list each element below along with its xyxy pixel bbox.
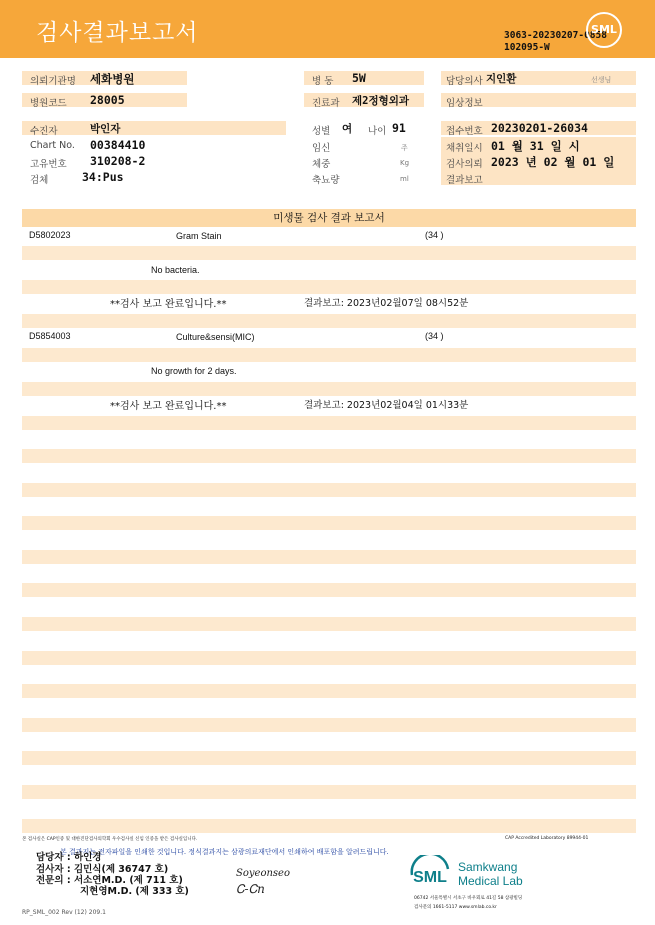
test-name: Gram Stain [176, 231, 222, 241]
hospital-value: 세화병원 [90, 72, 135, 86]
urine-unit: ml [400, 175, 409, 183]
report-stripe-row [22, 617, 636, 631]
hospital-code-value: 28005 [90, 93, 125, 107]
lab-name-line2: Medical Lab [458, 874, 523, 888]
report-stripe-row [22, 449, 636, 463]
report-stripe-row [22, 280, 636, 294]
in-charge: 담당자 : 하인경 [36, 852, 102, 863]
test-code: D5854003 [29, 331, 71, 341]
cap-note: CAP Accredited Laboratory 89944-01 [505, 836, 589, 841]
ward-label: 병 동 [312, 76, 334, 87]
info-band [22, 121, 286, 135]
report-stripe-row [22, 785, 636, 799]
lab-name-line1: Samkwang [458, 860, 518, 874]
test-result: No growth for 2 days. [151, 366, 237, 376]
specialist-2: 지현영M.D. (제 333 호) [80, 886, 189, 897]
test-report-time: 결과보고: 2023년02월07일 08시52분 [304, 298, 469, 309]
document-number-line2: 102095-W [504, 42, 550, 53]
specimen-label: 검체 [30, 175, 49, 186]
chart-no-value: 00384410 [90, 138, 146, 152]
report-stripe-row [22, 684, 636, 698]
report-stripe-row [22, 583, 636, 597]
clinical-info-label: 임상정보 [446, 98, 483, 109]
lab-address: 06742 서울특별시 서초구 바우뫼로 41길 58 삼광빌딩 [414, 896, 523, 901]
unique-id-value: 310208-2 [90, 154, 146, 168]
print-note: 본 결과지는 전자파일을 인쇄한 것입니다. 정식결과지는 삼광의료재단에서 인쇄하여 배포함을 알려드립니다. [60, 848, 389, 856]
weight-unit: Kg [400, 159, 410, 167]
age-value: 91 [392, 121, 406, 135]
pregnancy-unit: 주 [401, 144, 408, 152]
hospital-code-label: 병원코드 [30, 98, 67, 109]
sex-value: 여 [342, 123, 353, 135]
report-stripe-row [22, 314, 636, 328]
chart-no-label: Chart No. [30, 140, 75, 151]
sml-logo-icon [408, 855, 452, 895]
accreditation-note: 본 검사실은 CAP인증 및 대한진단검사의학회 우수검사실 신임 인증을 받은 검사실입니다. [22, 837, 198, 842]
report-stripe-row [22, 246, 636, 260]
age-label: 나이 [368, 126, 387, 137]
report-stripe-row [22, 348, 636, 362]
test-specimen: (34 ) [425, 331, 444, 341]
doctor-label: 담당의사 [446, 76, 483, 87]
report-stripe-row [22, 483, 636, 497]
report-date-label: 결과보고 [446, 175, 483, 186]
doctor-value: 지인환 [486, 73, 517, 85]
test-name: Culture&sensi(MIC) [176, 332, 255, 342]
test-report-time: 결과보고: 2023년02월04일 01시33분 [304, 400, 469, 411]
pregnancy-label: 임신 [312, 143, 331, 154]
specimen-value: 34:Pus [82, 170, 124, 184]
patient-value: 박인자 [90, 123, 121, 135]
weight-label: 체중 [312, 159, 331, 170]
signature-1: Soyeonseo [236, 868, 290, 879]
document-number-line1: 3063-20230207-0858 [504, 30, 607, 41]
hospital-label: 의뢰기관명 [30, 76, 76, 87]
report-section-title: 미생물 검사 결과 보고서 [22, 209, 636, 227]
test-specimen: (34 ) [425, 230, 444, 240]
sml-header-logo: SML [586, 12, 622, 48]
doctor-suffix: 선생님 [591, 76, 612, 84]
test-complete-note: **검사 보고 완료입니다.** [110, 299, 227, 310]
test-code: D5802023 [29, 230, 71, 240]
collect-label: 채취일시 [446, 143, 483, 154]
report-title: 검사결과보고서 [36, 20, 199, 46]
report-header [0, 0, 655, 58]
report-stripe-row [22, 751, 636, 765]
report-stripe-row [22, 651, 636, 665]
request-value: 2023 년 02 월 01 일 [491, 155, 615, 169]
urine-label: 축뇨량 [312, 175, 340, 186]
ward-value: 5W [352, 71, 366, 85]
lab-name [458, 860, 523, 888]
test-complete-note: **검사 보고 완료입니다.** [110, 401, 227, 412]
report-stripe-row [22, 416, 636, 430]
report-stripe-row [22, 516, 636, 530]
request-label: 검사의뢰 [446, 159, 483, 170]
patient-label: 수진자 [30, 126, 58, 137]
signature-2: Ꮯ-Ꮯn [236, 882, 265, 896]
receipt-value: 20230201-26034 [491, 121, 588, 135]
sml-logo-text: SML [413, 869, 447, 886]
dept-label: 진료과 [312, 98, 340, 109]
unique-id-label: 고유번호 [30, 159, 67, 170]
revision-code: RP_SML_002 Rev (12) 209.1 [22, 909, 106, 916]
report-stripe-row [22, 382, 636, 396]
collect-value: 01 월 31 일 시 [491, 139, 580, 153]
dept-value: 제2정형외과 [352, 95, 410, 107]
lab-tel: 검사문의 1661-5117 www.smlab.co.kr [414, 905, 497, 910]
report-stripe-row [22, 550, 636, 564]
tester: 검사자 : 김민식(제 36747 호) [36, 864, 169, 875]
report-stripe-row [22, 819, 636, 833]
specialist-1: 전문의 : 서소연M.D. (제 711 호) [36, 875, 183, 886]
sex-label: 성별 [312, 126, 331, 137]
report-stripe-row [22, 718, 636, 732]
receipt-label: 접수번호 [446, 126, 483, 137]
test-result: No bacteria. [151, 265, 200, 275]
